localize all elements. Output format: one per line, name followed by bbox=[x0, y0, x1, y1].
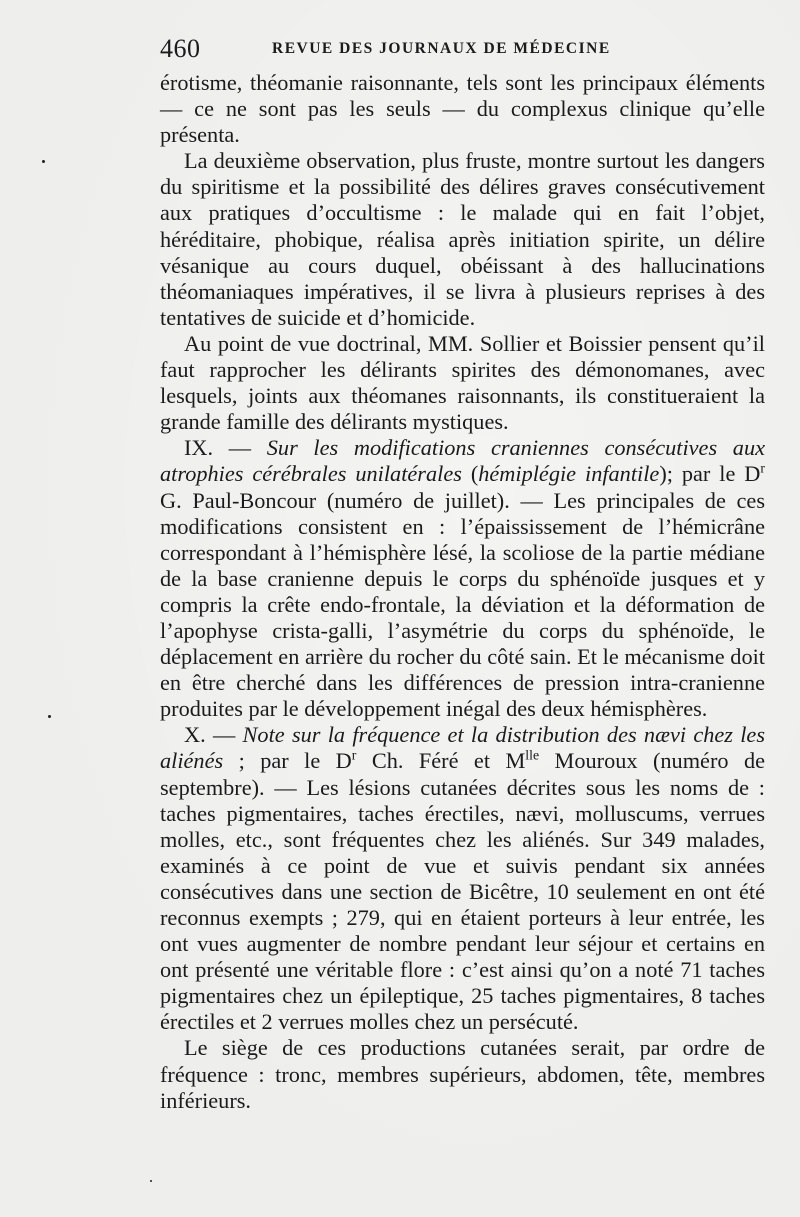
article-number: IX. — bbox=[184, 435, 267, 461]
article-title: Note sur la fréquence et la distribution des nævi chez les aliénés bbox=[160, 722, 765, 774]
article-byline-sup: r bbox=[760, 460, 766, 476]
paragraph-text: Les lésions cutanées décrites sous les noms de : taches pigmentaires, taches érectiles, nævi, molluscums, verrues molles, etc., sont fréquentes chez les aliénés. Sur 349 malades, examinés à ce point de vue et suivis pendant six années consécutives dans une section de Bicêtre, 10 seulement en ont été reconnus exempts ; 279, qui en étaient porteurs à leur entrée, les ont vues augmenter de nombre pendant leur séjour et certains en ont présenté une véritable flore : c’est ainsi qu’on a noté 71 taches pigmentaires chez un épileptique, 25 taches pigmentaires, 8 taches érectiles et 2 verrues molles chez un persécuté. bbox=[160, 774, 765, 1035]
article-byline-sup: r bbox=[351, 748, 357, 764]
paragraph-text: Les principales de ces modifications consistent en : l’épaississement de l’hémicrâne correspondant à l’hémisphère lésé, la scoliose de la partie médiane de la base cranienne depuis le corps du sphénoïde jusques et y compris la crête endo-frontale, la déviation et la déformation de l’apophyse crista-galli, l’asymétrie du corps du sphénoïde, le déplacement en arrière du rocher du côté sain. Et le mécanisme doit en être cherché dans les différences de pression intra-cranienne produites par le développement inégal des deux hémisphères. bbox=[160, 487, 765, 722]
article-byline-rest: G. Paul-Boncour (numéro de juillet). — bbox=[160, 487, 554, 513]
article-byline: ; par le D bbox=[223, 748, 352, 774]
paragraph-text: Le siège de ces productions cutanées serait, par ordre de fréquence : tronc, membres supérieurs, abdomen, tête, membres inférieurs. bbox=[160, 1035, 765, 1113]
article-byline-rest: Mouroux (numéro de septembre). — bbox=[160, 748, 765, 800]
body-text bbox=[160, 70, 765, 1114]
article-entry-x bbox=[160, 722, 765, 1035]
article-entry-ix bbox=[160, 435, 765, 722]
print-speck bbox=[150, 1180, 152, 1182]
article-number: X. — bbox=[184, 722, 243, 748]
page-number: 460 bbox=[160, 34, 201, 63]
article-paren-open: ( bbox=[461, 461, 479, 487]
paragraph-continuation bbox=[160, 70, 765, 148]
running-title: REVUE DES JOURNAUX DE MÉDECINE bbox=[272, 40, 611, 57]
paragraph-second-observation bbox=[160, 148, 765, 331]
article-title: Sur les modifications craniennes consécutives aux atrophies cérébrales unilatérales bbox=[160, 435, 766, 487]
article-subtitle: hémiplégie infantile bbox=[478, 461, 660, 487]
paragraph-text: Au point de vue doctrinal, MM. Sollier et Boissier pensent qu’il faut rapprocher les délirants spirites des démonomanes, avec lesquels, joints aux théomanes raisonnants, ils constitueraient la grande famille des délirants mystiques. bbox=[160, 330, 765, 435]
article-byline-mid: Ch. Féré et M bbox=[356, 748, 526, 774]
article-byline-sup-lle: lle bbox=[525, 748, 540, 764]
paragraph-doctrinal bbox=[160, 331, 765, 435]
print-speck bbox=[42, 160, 45, 163]
print-speck bbox=[48, 715, 51, 718]
page-header bbox=[160, 30, 780, 70]
paragraph-text: érotisme, théomanie raisonnante, tels sont les principaux éléments — ce ne sont pas les seuls — du complexus clinique qu’elle présenta. bbox=[160, 70, 765, 148]
paragraph-text: La deuxième observation, plus fruste, montre surtout les dangers du spiritisme et la possibilité des délires graves consécutivement aux pratiques d’occultisme : le malade qui en fait l’objet, héréditaire, phobique, réalisa après initiation spirite, un délire vésanique au cours duquel, obéissant à des hallucinations théomaniaques impératives, il se livra à plusieurs reprises à des tentatives de suicide et d’homicide. bbox=[160, 148, 765, 330]
paragraph-site bbox=[160, 1035, 765, 1113]
article-byline: ); par le D bbox=[659, 461, 761, 487]
